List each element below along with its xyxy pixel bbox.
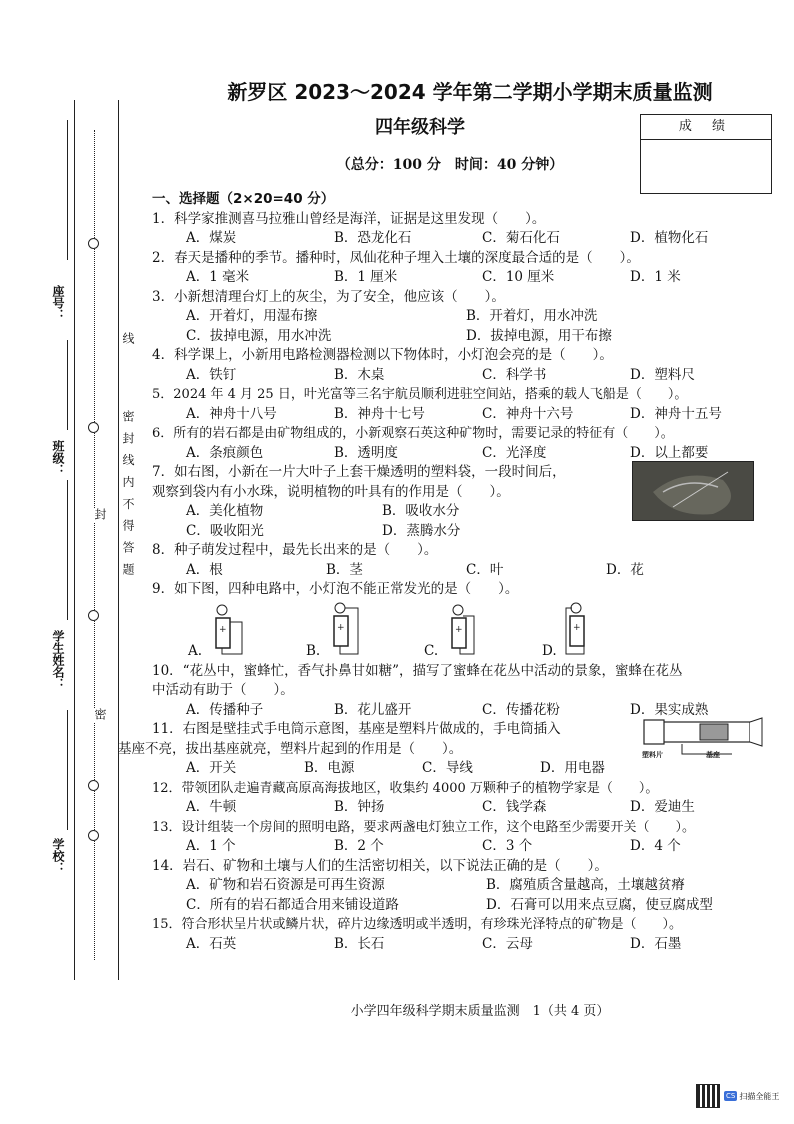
- qr-code-icon: [696, 1084, 720, 1108]
- option[interactable]: B．吸收水分: [382, 503, 460, 519]
- name-label: 学生姓名：: [51, 630, 65, 690]
- binding-strip: [40, 100, 140, 980]
- option[interactable]: B．神舟十七号: [334, 405, 425, 422]
- options-row: [152, 935, 787, 955]
- binding-circle: [88, 780, 99, 791]
- option[interactable]: A．开关: [186, 760, 237, 776]
- question-stem: 观察到袋内有小水珠，说明植物的叶具有的作用是（ ）。: [152, 483, 510, 500]
- question-stem: 7．如右图，小新在一片大叶子上套干燥透明的塑料袋，一段时间后，: [152, 464, 566, 480]
- svg-text:+: +: [573, 622, 581, 633]
- options-row: [152, 366, 787, 386]
- circuit-a-icon: [210, 602, 250, 660]
- option[interactable]: B．2 个: [334, 838, 384, 854]
- option[interactable]: D．神舟十五号: [630, 405, 722, 422]
- score-input-area[interactable]: [641, 140, 771, 192]
- question-stem: 14．岩石、矿物和土壤与人们的生活密切相关，以下说法正确的是（ ）。: [152, 857, 608, 874]
- option[interactable]: D．用电器: [540, 760, 605, 776]
- class-label: 班级：: [51, 440, 65, 476]
- seal-mark-line: 线: [121, 332, 135, 347]
- option[interactable]: B．钟扬: [334, 799, 385, 815]
- option[interactable]: C．导线: [422, 760, 473, 776]
- circuit-option-c[interactable]: [424, 600, 542, 662]
- option[interactable]: A．1 个: [186, 838, 236, 854]
- question-stem: 9．如下图，四种电路中，小灯泡不能正常发光的是（ ）。: [152, 581, 519, 597]
- option[interactable]: C．吸收阳光: [186, 522, 264, 539]
- option[interactable]: D．蒸腾水分: [382, 522, 461, 539]
- school-blank[interactable]: [67, 710, 68, 830]
- circuit-option-a[interactable]: [188, 600, 306, 662]
- score-label: 成 绩: [641, 115, 771, 140]
- exam-subtitle: 四年级科学: [375, 117, 465, 138]
- option[interactable]: B．1 厘米: [334, 269, 398, 285]
- option[interactable]: C．云母: [482, 935, 533, 952]
- option[interactable]: D．花: [606, 561, 644, 578]
- watermark-badge: CS: [726, 1092, 736, 1100]
- binding-line-outer: [74, 100, 75, 980]
- options-row: [152, 502, 606, 522]
- options-row: [152, 229, 787, 249]
- option[interactable]: D．拔掉电源，用干布擦: [466, 327, 612, 344]
- option[interactable]: B．长石: [334, 935, 385, 952]
- question-stem: 中活动有助于（ ）。: [152, 682, 294, 698]
- class-blank[interactable]: [67, 340, 68, 430]
- option[interactable]: A．煤炭: [186, 230, 237, 246]
- question-11: [118, 720, 787, 779]
- option[interactable]: C．3 个: [482, 838, 533, 854]
- question-7: [152, 463, 787, 541]
- options-row: [152, 896, 787, 916]
- question-stem: 8．种子萌发过程中，最先长出来的是（ ）。: [152, 542, 438, 558]
- base-label: 基座: [706, 750, 720, 758]
- option[interactable]: C．10 厘米: [482, 269, 555, 285]
- svg-text:+: +: [219, 624, 227, 635]
- question-stem: 1．科学家推测喜马拉雅山曾经是海洋，证据是这里发现（ ）。: [152, 210, 546, 227]
- option[interactable]: C．传播花粉: [482, 701, 560, 718]
- svg-text:+: +: [455, 624, 463, 635]
- binding-circle: [88, 830, 99, 841]
- option[interactable]: A．开着灯，用湿布擦: [186, 308, 318, 324]
- option[interactable]: A．美化植物: [186, 503, 264, 519]
- option[interactable]: A．铁钉: [186, 366, 237, 383]
- option[interactable]: B．花儿盛开: [334, 701, 412, 718]
- option[interactable]: C．菊石化石: [482, 230, 560, 246]
- option[interactable]: C．神舟十六号: [482, 405, 574, 422]
- score-box: [640, 114, 772, 194]
- option[interactable]: A．1 毫米: [186, 269, 250, 285]
- option[interactable]: A．矿物和岩石资源是可再生资源: [186, 877, 385, 893]
- seal-instruction: 密 封 线 内 不 得 答 题: [121, 410, 135, 578]
- section-title: 一、选择题（2×20=40 分）: [152, 191, 335, 207]
- option[interactable]: D．爱迪生: [630, 799, 695, 815]
- option[interactable]: B．开着灯，用水冲洗: [466, 308, 598, 324]
- exam-meta: （总分：100 分 时间：40 分钟）: [336, 157, 564, 173]
- option[interactable]: D．塑料尺: [630, 366, 695, 383]
- option[interactable]: C．光泽度: [482, 444, 547, 461]
- option[interactable]: A．传播种子: [186, 701, 264, 718]
- option[interactable]: D．植物化石: [630, 230, 709, 246]
- option[interactable]: C．科学书: [482, 366, 547, 383]
- option[interactable]: A．牛顿: [186, 799, 237, 815]
- option[interactable]: D．果实成熟: [630, 701, 709, 718]
- exam-title: 新罗区 2023～2024 学年第二学期小学期末质量监测: [227, 80, 713, 104]
- question-stem: 5．2024 年 4 月 25 日，叶光富等三名宇航员顺利进驻空间站，搭乘的载人飞船是（ ）。: [152, 387, 688, 402]
- circuit-b-icon: [328, 602, 368, 660]
- option[interactable]: D．4 个: [630, 838, 681, 854]
- svg-text:+: +: [337, 622, 345, 633]
- binding-circle: [88, 238, 99, 249]
- question-stem: 10．“花丛中，蜜蜂忙，香气扑鼻甘如糖”，描写了蜜蜂在花丛中活动的景象，蜜蜂在花丛: [152, 662, 683, 679]
- question-stem: 11．右图是壁挂式手电筒示意图，基座是塑料片做成的，手电筒插入: [152, 721, 561, 737]
- option[interactable]: B．木桌: [334, 366, 385, 383]
- watermark-text: 扫描全能王: [739, 1091, 780, 1101]
- option-letter: D.: [542, 643, 557, 659]
- option[interactable]: B．电源: [304, 760, 355, 776]
- question-stem: 4．科学课上，小新用电路检测器检测以下物体时，小灯泡会亮的是（ ）。: [152, 347, 613, 363]
- question-stem: 3．小新想清理台灯上的灰尘，为了安全，他应该（ ）。: [152, 288, 505, 305]
- option[interactable]: D．石墨: [630, 935, 682, 952]
- option[interactable]: B．茎: [326, 561, 363, 578]
- plastic-sheet-label: 塑料片: [642, 750, 663, 758]
- leaf-bag-photo: [632, 461, 754, 521]
- option[interactable]: C．叶: [466, 561, 504, 578]
- circuit-d-icon: [564, 602, 604, 660]
- seal-mark-seal: 封: [93, 508, 107, 523]
- question-stem: 12．带领团队走遍青藏高原高海拔地区，收集约 4000 万颗种子的植物学家是（ ）。: [152, 780, 659, 796]
- option-letter: B.: [306, 643, 321, 659]
- options-row: [152, 798, 787, 818]
- options-row: [152, 876, 787, 896]
- option[interactable]: C．所有的岩石都适合用来铺设道路: [186, 896, 399, 913]
- question-stem: 基座不亮，拔出基座就亮，塑料片起到的作用是（ ）。: [118, 740, 463, 757]
- name-blank[interactable]: [67, 480, 68, 620]
- options-row: [152, 561, 787, 581]
- circuit-c-icon: [446, 602, 486, 660]
- option[interactable]: C．拔掉电源，用水冲洗: [186, 327, 332, 344]
- options-row: [152, 307, 787, 327]
- options-row: [152, 327, 787, 347]
- question-stem: 13．设计组装一个房间的照明电路，要求两盏电灯独立工作，这个电路至少需要开关（ ）。: [152, 819, 696, 835]
- option[interactable]: A．条痕颜色: [186, 444, 264, 461]
- question-stem: 15．符合形状呈片状或鳞片状，碎片边缘透明或半透明，有珍珠光泽特点的矿物是（ ）。: [152, 917, 683, 932]
- scanner-watermark: [696, 1083, 786, 1109]
- option[interactable]: D．石膏可以用来点豆腐，使豆腐成型: [486, 896, 713, 913]
- flashlight-figure: [642, 714, 766, 758]
- option[interactable]: A．石英: [186, 935, 237, 952]
- seat-label: 座号：: [51, 285, 65, 321]
- option[interactable]: D．1 米: [630, 269, 681, 285]
- page-footer: 小学四年级科学期末质量监测 1（共 4 页）: [350, 1004, 610, 1019]
- option[interactable]: C．钱学森: [482, 799, 547, 815]
- options-row: [152, 522, 606, 542]
- option[interactable]: B．透明度: [334, 444, 398, 461]
- option[interactable]: A．神舟十八号: [186, 405, 277, 422]
- binding-line-inner: [118, 100, 119, 980]
- circuit-figures: [152, 600, 787, 662]
- option[interactable]: D．以上都要: [630, 444, 709, 461]
- option[interactable]: A．根: [186, 561, 223, 578]
- question-stem: 2．春天是播种的季节。播种时，凤仙花种子埋入土壤的深度最合适的是（ ）。: [152, 249, 640, 266]
- circuit-option-d[interactable]: [542, 600, 660, 662]
- binding-circle: [88, 610, 99, 621]
- options-row: [152, 837, 787, 857]
- option-letter: A.: [188, 643, 203, 659]
- options-row: [152, 759, 787, 779]
- options-row: [152, 268, 787, 288]
- option[interactable]: B．腐殖质含量越高，土壤越贫瘠: [486, 877, 685, 893]
- seal-mark-mi: 密: [93, 708, 107, 723]
- school-label: 学校：: [51, 838, 65, 874]
- question-stem: 6．所有的岩石都是由矿物组成的，小新观察石英这种矿物时，需要记录的特征有（ ）。: [152, 426, 674, 441]
- option-letter: C.: [424, 643, 439, 659]
- seat-blank[interactable]: [67, 120, 68, 260]
- binding-circle: [88, 422, 99, 433]
- circuit-option-b[interactable]: [306, 600, 424, 662]
- options-row: [152, 405, 787, 425]
- option[interactable]: B．恐龙化石: [334, 230, 412, 246]
